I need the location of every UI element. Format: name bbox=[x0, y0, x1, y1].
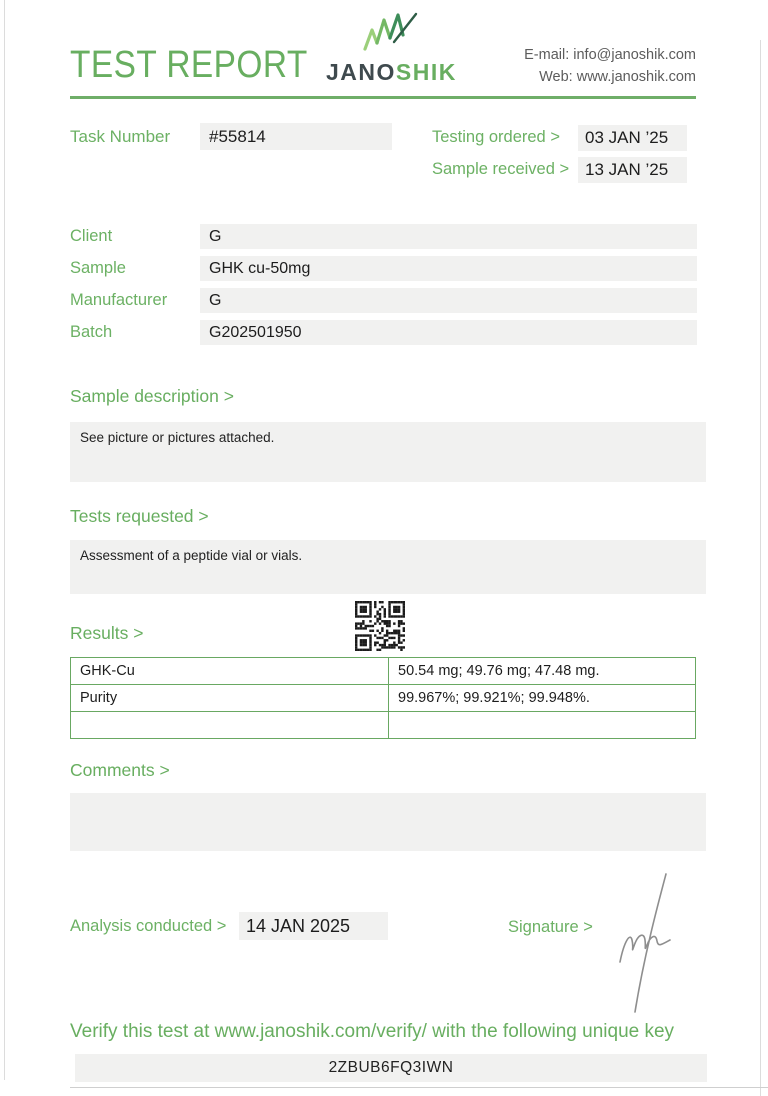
sample-value: GHK cu-50mg bbox=[200, 256, 697, 281]
signature-label: Signature > bbox=[508, 918, 593, 936]
table-row bbox=[71, 712, 696, 739]
page-edge-right bbox=[760, 40, 761, 1096]
contact-info bbox=[524, 44, 696, 88]
logo-text-dark: JANO bbox=[326, 59, 396, 85]
manufacturer-label: Manufacturer bbox=[70, 291, 168, 309]
logo-chart-icon bbox=[361, 39, 421, 56]
sample-description-box: See picture or pictures attached. bbox=[70, 422, 706, 482]
table-row bbox=[71, 658, 696, 685]
manufacturer-value: G bbox=[200, 288, 697, 313]
result-name: GHK-Cu bbox=[71, 658, 389, 685]
comments-heading: Comments > bbox=[70, 760, 170, 780]
result-name: Purity bbox=[71, 685, 389, 712]
janoshik-logo bbox=[326, 12, 456, 86]
result-value bbox=[389, 712, 696, 739]
web-line: Web: www.janoshik.com bbox=[539, 69, 696, 85]
comments-box bbox=[70, 793, 706, 851]
page-edge-left bbox=[4, 0, 5, 1080]
header-divider bbox=[70, 96, 696, 99]
result-value: 99.967%; 99.921%; 99.948%. bbox=[389, 685, 696, 712]
logo-text-green: SHIK bbox=[395, 59, 457, 85]
table-row bbox=[71, 685, 696, 712]
page-edge-bottom bbox=[70, 1087, 768, 1088]
tests-requested-box: Assessment of a peptide vial or vials. bbox=[70, 540, 706, 594]
unique-key-value: 2ZBUB6FQ3IWN bbox=[75, 1054, 707, 1082]
task-number-value: #55814 bbox=[200, 123, 392, 150]
task-number-label: Task Number bbox=[70, 127, 171, 146]
verify-text: Verify this test at www.janoshik.com/verify/ with the following unique key bbox=[70, 1021, 675, 1042]
result-value: 50.54 mg; 49.76 mg; 47.48 mg. bbox=[389, 658, 696, 685]
client-label: Client bbox=[70, 227, 113, 245]
logo-wordmark bbox=[326, 59, 456, 86]
sample-description-heading: Sample description > bbox=[70, 386, 234, 406]
page-title: TEST REPORT bbox=[70, 44, 308, 86]
tests-requested-heading: Tests requested > bbox=[70, 506, 209, 526]
testing-ordered-label: Testing ordered > bbox=[432, 128, 560, 146]
results-heading: Results > bbox=[70, 623, 144, 643]
signature bbox=[608, 870, 688, 1025]
testing-ordered-value: 03 JAN ’25 bbox=[578, 125, 687, 151]
analysis-conducted-label: Analysis conducted > bbox=[70, 917, 227, 935]
result-name bbox=[71, 712, 389, 739]
sample-label: Sample bbox=[70, 259, 126, 277]
batch-value: G202501950 bbox=[200, 320, 697, 345]
analysis-conducted-value: 14 JAN 2025 bbox=[239, 912, 388, 940]
client-value: G bbox=[200, 224, 697, 249]
email-line: E-mail: info@janoshik.com bbox=[524, 47, 696, 63]
results-table bbox=[70, 657, 696, 739]
sample-received-label: Sample received > bbox=[432, 160, 570, 178]
batch-label: Batch bbox=[70, 323, 113, 341]
qr-code bbox=[355, 601, 405, 651]
sample-received-value: 13 JAN ’25 bbox=[578, 157, 687, 183]
